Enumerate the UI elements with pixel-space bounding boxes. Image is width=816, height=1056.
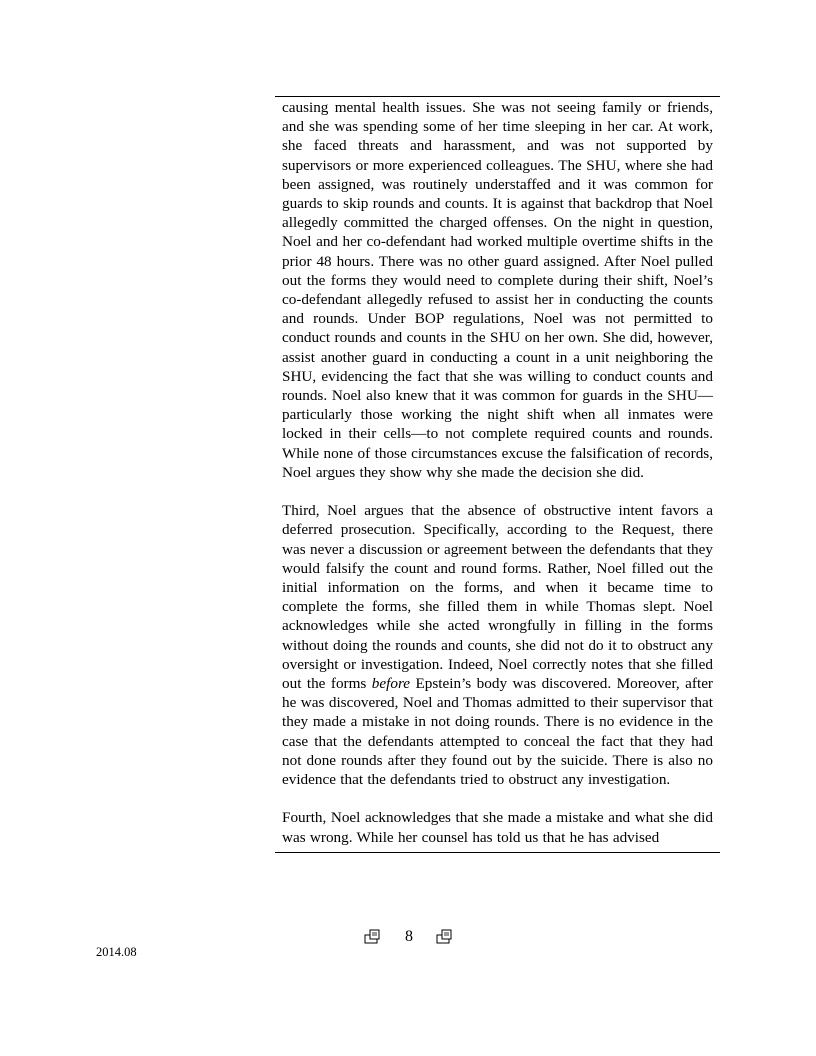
page-number: 8 <box>405 928 413 945</box>
document-icon <box>364 929 382 945</box>
paragraph-obstructive-intent-part2: Epstein’s body was discovered. Moreover, after he was discovered, Noel and Thomas admitted to their supervisor that they made a mistake in not doing rounds. There is no evidence in the case that the defendants attempted to conceal the fact that they had not done rounds after they found out by the suicide. There is also no evidence that the defendants tried to obstruct any investigation. <box>282 675 713 789</box>
paragraph-obstructive-intent <box>282 501 713 789</box>
emphasis-before: before <box>371 675 411 693</box>
paragraph-obstructive-intent-part1: Third, Noel argues that the absence of obstructive intent favors a deferred prosecution. Specifically, according to the Request, there was never a discussion or agreement between the defendants that they would falsify the count and round forms. Rather, Noel filled out the initial information on the forms, and when it became time to complete the forms, she filled them in while Thomas slept. Noel acknowledges while she acted wrongfully in filling in the forms without doing the rounds and counts, she did not do it to obstruct any oversight or investigation. Indeed, Noel correctly notes that she filled out the forms <box>282 502 713 693</box>
page-footer <box>364 926 454 948</box>
form-code: 2014.08 <box>96 945 137 959</box>
body-text-block <box>275 96 720 853</box>
paragraph-mental-health-context: causing mental health issues. She was not seeing family or friends, and she was spending some of her time sleeping in her car. At work, she faced threats and harassment, and was not supported by supervisors or more experienced colleagues. The SHU, where she had been assigned, was routinely understaffed and it was common for guards to skip rounds and counts. It is against that backdrop that Noel allegedly committed the charged offenses. On the night in question, Noel and her co-defendant had worked multiple overtime shifts in the prior 48 hours. There was no other guard assigned. After Noel pulled out the forms they would need to complete during their shift, Noel’s co-defendant allegedly refused to assist her in conducting the counts and rounds. Under BOP regulations, Noel was not permitted to conduct rounds and counts in the SHU on her own. She did, however, assist another guard in conducting a count in a unit neighboring the SHU, evidencing the fact that she was willing to conduct counts and rounds. Noel also knew that it was common for guards in the SHU—particularly those working the night shift when all inmates were locked in their cells—to not complete required counts and rounds. While none of those circumstances excuse the falsification of records, Noel argues they show why she made the decision she did. <box>282 99 713 481</box>
paragraph-acknowledgement: Fourth, Noel acknowledges that she made a mistake and what she did was wrong. While her counsel has told us that he has advised <box>282 809 713 846</box>
document-icon <box>436 929 454 945</box>
